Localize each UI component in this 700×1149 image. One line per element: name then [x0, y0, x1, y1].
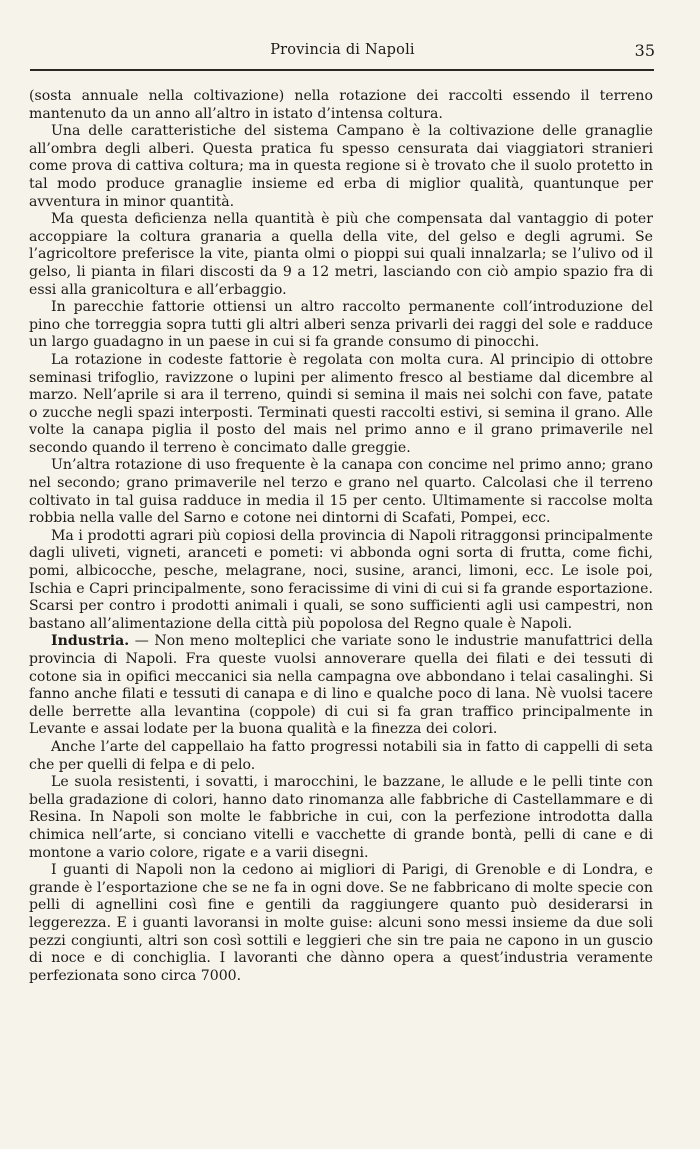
page-header	[30, 38, 655, 66]
running-title: Provincia di Napoli	[270, 42, 415, 58]
body-text	[29, 88, 653, 985]
paragraph: Un’altra rotazione di uso frequente è la canapa con concime nel primo anno; grano nel secondo; grano primaverile nel terzo e grano nel quarto. Calcolasi che il terreno coltivato in tal guisa radduce in media il 15 per cento. Ultimamente si raccolse molta robbia nella valle del Sarno e cotone nei dintorni di Scafati, Pompei, ecc.	[29, 457, 653, 527]
paragraph: Una delle caratteristiche del sistema Campano è la coltivazione delle granaglie all’ombra degli alberi. Questa pratica fu spesso censurata dai viaggiatori stranieri come prova di cattiva coltura; ma in questa regione si è trovato che il suolo protetto in tal modo produce granaglie insieme ed erba di miglior qualità, quantunque per avventura in minor quantità.	[29, 123, 653, 210]
paragraph: Ma questa deficienza nella quantità è più che compensata dal vantaggio di poter accoppiare la coltura granaria a quella della vite, del gelso e degli agrumi. Se l’agricoltore preferisce la vite, pianta olmi o pioppi sui quali innalzarla; se l’ulivo od il gelso, li pianta in filari discosti da 9 a 12 metri, lasciando con ciò ampio spazio fra di essi alla granicoltura e all’erbaggio.	[29, 211, 653, 298]
paragraph: I guanti di Napoli non la cedono ai migliori di Parigi, di Grenoble e di Londra, e grande è l’esportazione che se ne fa in ogni dove. Se ne fabbricano di molte specie con pelli di agnellini così fine e gentili da raggiungere quanto può desiderarsi in leggerezza. E i guanti lavoransi in molte guise: alcuni sono messi insieme da due soli pezzi congiunti, altri son così sottili e leggieri che sin tre paia ne capono in un guscio di noce e di conchiglia. I lavoranti che dànno opera a quest’industria veramente perfezionata sono circa 7000.	[29, 862, 653, 984]
paragraph: Anche l’arte del cappellaio ha fatto progressi notabili sia in fatto di cappelli di seta che per quelli di felpa e di pelo.	[29, 738, 653, 773]
paragraph: La rotazione in codeste fattorie è regolata con molta cura. Al principio di ottobre seminasi trifoglio, ravizzone o lupini per alimento fresco al bestiame dal dicembre al marzo. Nell’aprile si ara il terreno, quindi si semina il mais nei solchi con fave, patate o zucche negli spazi interposti. Terminati questi raccolti estivi, si semina il grano. Alle volte la canapa piglia il posto del mais nel primo anno e il grano primaverile nel secondo quando il terreno è concimato dalle greggie.	[29, 351, 653, 456]
paragraph-industria	[29, 633, 653, 739]
paragraph: Ma i prodotti agrari più copiosi della provincia di Napoli ritraggonsi principalmente dagli uliveti, vigneti, aranceti e pometi: vi abbonda ogni sorta di frutta, come fichi, pomi, albicocche, pesche, melagrane, noci, susine, aranci, limoni, ecc. Le isole poi, Ischia e Capri principalmente, sono feracissime di vini di cui si fa grande esportazione. Scarsi per contro i prodotti animali i quali, se sono sufficienti agli usi campestri, non bastano all’alimentazione della città più popolosa del Regno quale è Napoli.	[29, 527, 653, 632]
paragraph: In parecchie fattorie ottiensi un altro raccolto permanente coll’introduzione del pino che torreggia sopra tutti gli altri alberi senza privarli dei raggi del sole e radduce un largo guadagno in un paese in cui si fa grande consumo di pinocchi.	[29, 299, 653, 351]
paragraph: (sosta annuale nella coltivazione) nella rotazione dei raccolti essendo il terreno mantenuto da un anno all’altro in istato d’intensa coltura.	[29, 88, 653, 122]
section-heading: Industria.	[51, 633, 130, 650]
paragraph: Le suola resistenti, i sovatti, i marocchini, le bazzane, le allude e le pelli tinte con bella gradazione di colori, hanno dato rinomanza alle fabbriche di Castellammare e di Resina. In Napoli son molte le fabbriche in cui, con la perfezione introdotta dalla chimica nell’arte, si conciano vitelli e vacchette di grande bontà, pelli di cane e di montone a vario colore, rigate e a varii disegni.	[29, 774, 653, 861]
page-number: 35	[634, 41, 655, 60]
paragraph-text: — Non meno molteplici che variate sono le industrie manufattrici della provincia di Napoli. Fra queste vuolsi annoverare quella dei filati e dei tessuti di cotone sia in opifici meccanici sia nella campagna ove abbondano i telai casalinghi. Si fanno anche filati e tessuti di canapa e di lino e qualche poco di lana. Nè vuolsi tacere delle berrette alla levantina (coppole) di cui si fa gran traffico principalmente in Levante e assai lodate per la buona qualità e la finezza dei colori.	[29, 633, 653, 738]
header-rule	[30, 69, 654, 71]
